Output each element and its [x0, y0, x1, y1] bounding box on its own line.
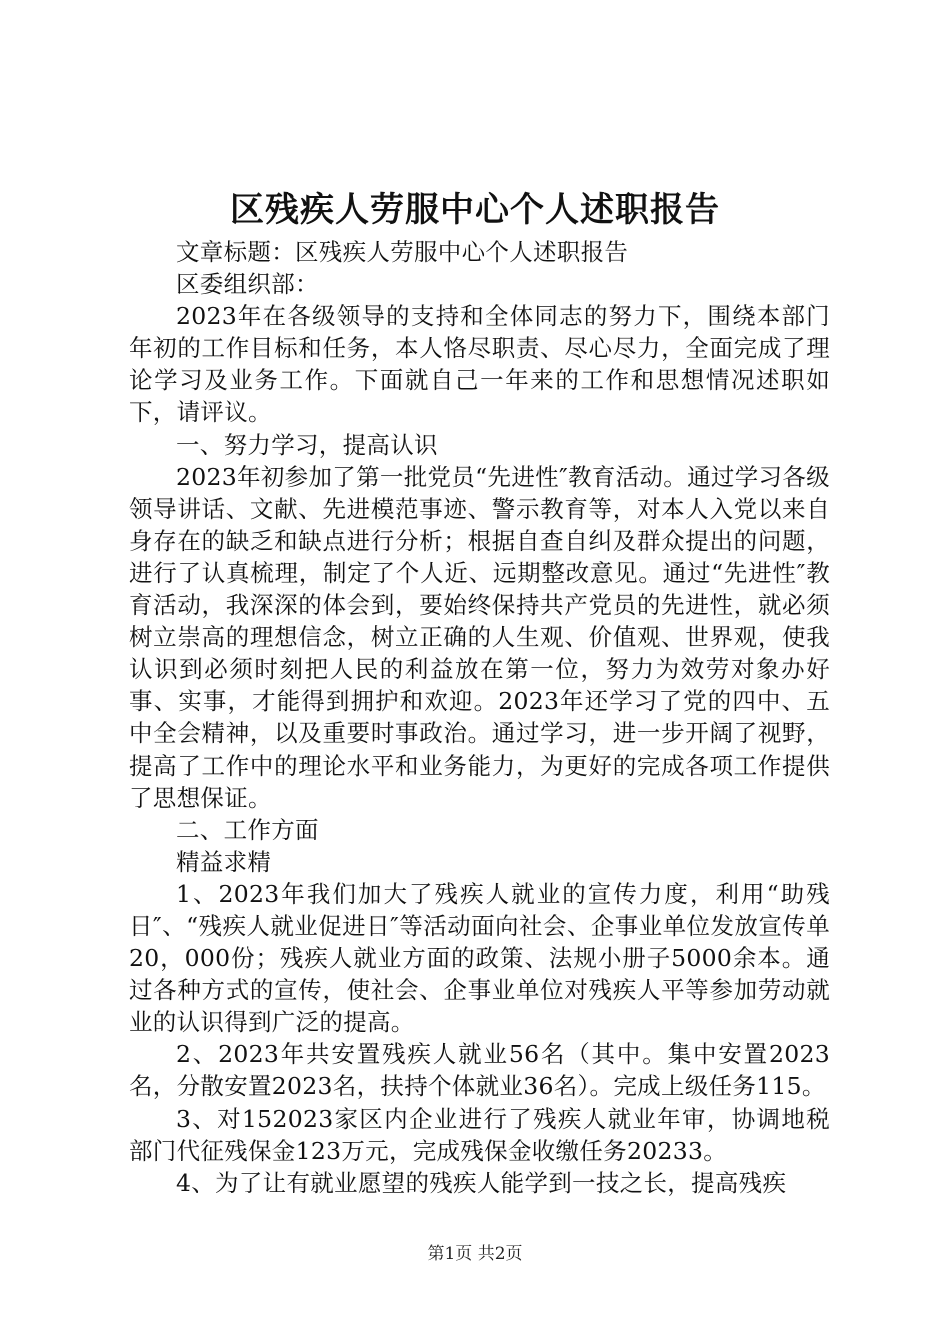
study-paragraph: 2023年初参加了第一批党员“先进性″教育活动。通过学习各级领导讲话、文献、先进模范事迹、警示教育等，对本人入党以来自身存在的缺乏和缺点进行分析；根据自查自纠及群众提出的问题，进行了认真梳理，制定了个人近、远期整改意见。通过“先进性″教育活动，我深深的体会到，要始终保持共产党员的先进性，就必须树立崇高的理想信念，树立正确的人生观、价值观、世界观，使我认识到必须时刻把人民的利益放在第一位，努力为效劳对象办好事、实事，才能得到拥护和欢迎。2023年还学习了党的四中、五中全会精神，以及重要时事政治。通过学习，进一步开阔了视野，提高了工作中的理论水平和业务能力，为更好的完成各项工作提供了思想保证。	[129, 462, 830, 812]
salutation: 区委组织部：	[176, 270, 319, 299]
work-item-1: 1、2023年我们加大了残疾人就业的宣传力度，利用“助残日″、“残疾人就业促进日″等活动面向社会、企事业单位发放宣传单20，000份；残疾人就业方面的政策、法规小册子5000余本。通过各种方式的宣传，使社会、企事业单位对残疾人平等参加劳动就业的认识得到广泛的提高。	[129, 879, 830, 1037]
work-item-3: 3、对152023家区内企业进行了残疾人就业年审，协调地税部门代征残保金123万元，完成残保金收缴任务20233。	[129, 1104, 830, 1165]
section-heading-study: 一、努力学习，提高认识	[176, 430, 438, 459]
article-title-line: 文章标题：区残疾人劳服中心个人述职报告	[176, 238, 629, 266]
work-item-2: 2、2023年共安置残疾人就业56名（其中。集中安置2023名，分散安置2023名，扶持个体就业36名）。完成上级任务115。	[129, 1040, 830, 1101]
subheading-excellence: 精益求精	[176, 847, 272, 876]
document-body	[129, 236, 830, 1199]
document-title: 区残疾人劳服中心个人述职报告	[230, 190, 720, 230]
page-footer: 第1页 共2页	[427, 1244, 523, 1264]
intro-paragraph: 2023年在各级领导的支持和全体同志的努力下，围绕本部门年初的工作目标和任务，本人恪尽职责、尽心尽力，全面完成了理论学习及业务工作。下面就自己一年来的工作和思想情况述职如下，请评议。	[129, 302, 830, 427]
section-heading-work: 二、工作方面	[176, 815, 319, 844]
work-item-4: 4、为了让有就业愿望的残疾人能学到一技之长，提高残疾	[176, 1168, 787, 1197]
